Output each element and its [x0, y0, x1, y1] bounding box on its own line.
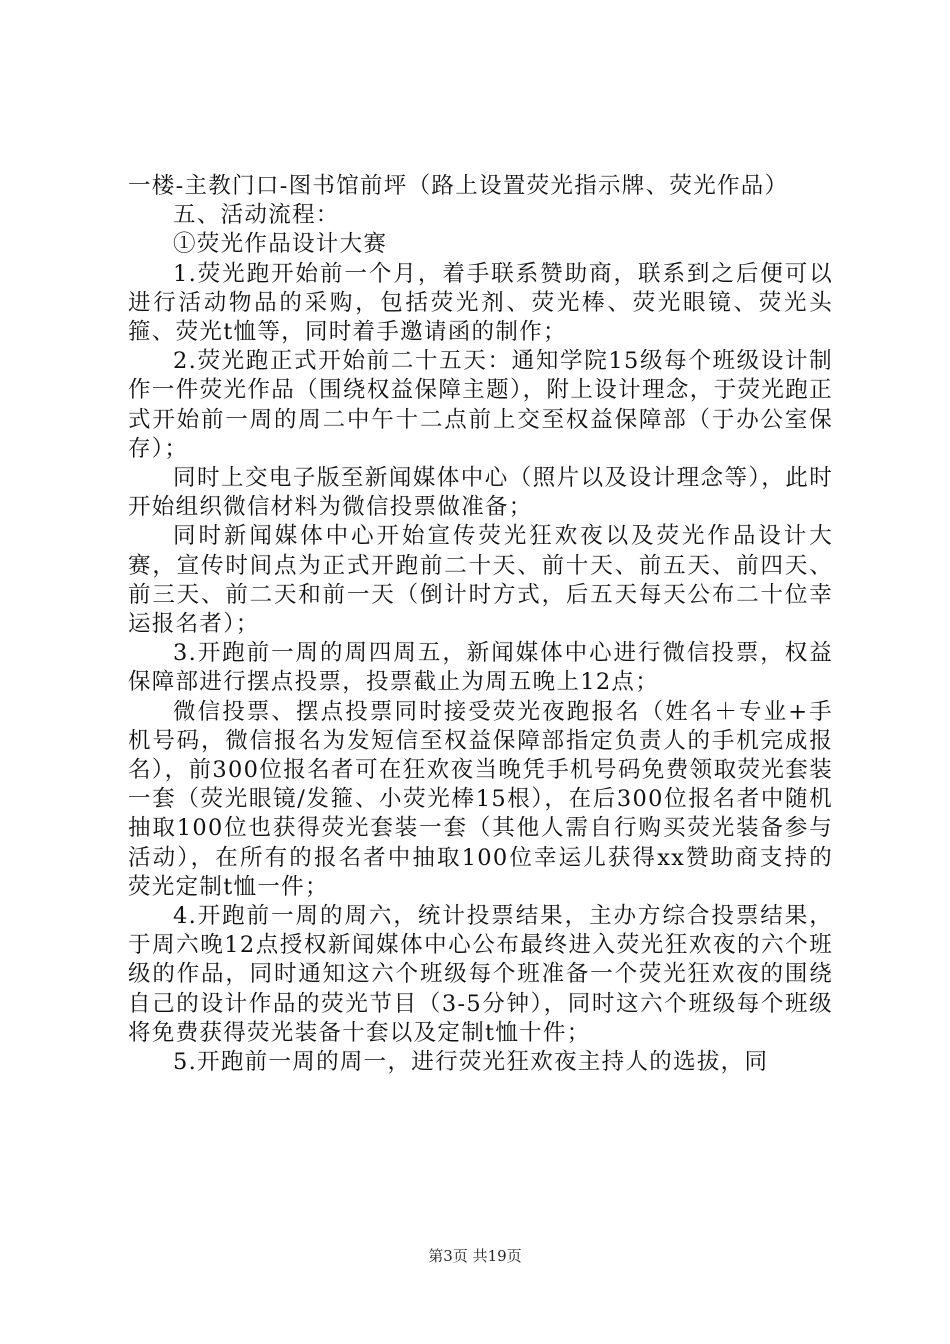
subsection-heading-design-contest: ①荧光作品设计大赛	[173, 231, 388, 258]
paragraph-publicity: 同时新闻媒体中心开始宣传荧光狂欢夜以及荧光作品设计大赛，宣传时间点为正式开跑前二十天、前十天、前五天、前四天、前三天、前二天和前一天（倒计时方式，后五天每天公布二十位幸运报名者）；	[128, 523, 833, 638]
paragraph-step-1: 1.荧光跑开始前一个月，着手联系赞助商，联系到之后便可以进行活动物品的采购，包括荧光剂、荧光棒、荧光眼镜、荧光头箍、荧光t恤等，同时着手邀请函的制作；	[128, 260, 833, 346]
paragraph-step-3: 3.开跑前一周的周四周五，新闻媒体中心进行微信投票，权益保障部进行摆点投票，投票截止为周五晚上12点；	[128, 640, 833, 696]
paragraph-step-4: 4.开跑前一周的周六，统计投票结果，主办方综合投票结果，于周六晚12点授权新闻媒体中心公布最终进入荧光狂欢夜的六个班级的作品，同时通知这六个班级每个班准备一个荧光狂欢夜的围绕自己的设计作品的荧光节目（3-5分钟），同时这六个班级每个班级将免费获得荧光装备十套以及定制t恤十件；	[128, 903, 833, 1046]
paragraph-registration: 微信投票、摆点投票同时接受荧光夜跑报名（姓名＋专业+手机号码，微信报名为发短信至权益保障部指定负责人的手机完成报名），前300位报名者可在狂欢夜当晚凭手机号码免费领取荧光套装一套（荧光眼镜/发箍、小荧光棒15根），在后300位报名者中随机抽取100位也获得荧光套装一套（其他人需自行购买荧光装备参与活动），在所有的报名者中抽取100位幸运儿获得xx赞助商支持的荧光定制t恤一件；	[128, 698, 833, 900]
document-body	[128, 172, 833, 1077]
paragraph-route: 一楼-主教门口-图书馆前坪（路上设置荧光指示牌、荧光作品）	[128, 173, 789, 199]
paragraph-step-2: 2.荧光跑正式开始前二十五天：通知学院15级每个班级设计制作一件荧光作品（围绕权益保障主题），附上设计理念，于荧光跑正式开始前一周的周二中午十二点前上交至权益保障部（于办公室保存）；	[128, 348, 833, 462]
paragraph-electronic-submission: 同时上交电子版至新闻媒体中心（照片以及设计理念等），此时开始组织微信材料为微信投票做准备；	[128, 465, 833, 521]
paragraph-step-5: 5.开跑前一周的周一，进行荧光狂欢夜主持人的选拔，同	[173, 1049, 769, 1076]
section-heading-activity-process: 五、活动流程：	[173, 202, 340, 229]
page-number-footer: 第3页 共19页	[428, 1247, 522, 1265]
